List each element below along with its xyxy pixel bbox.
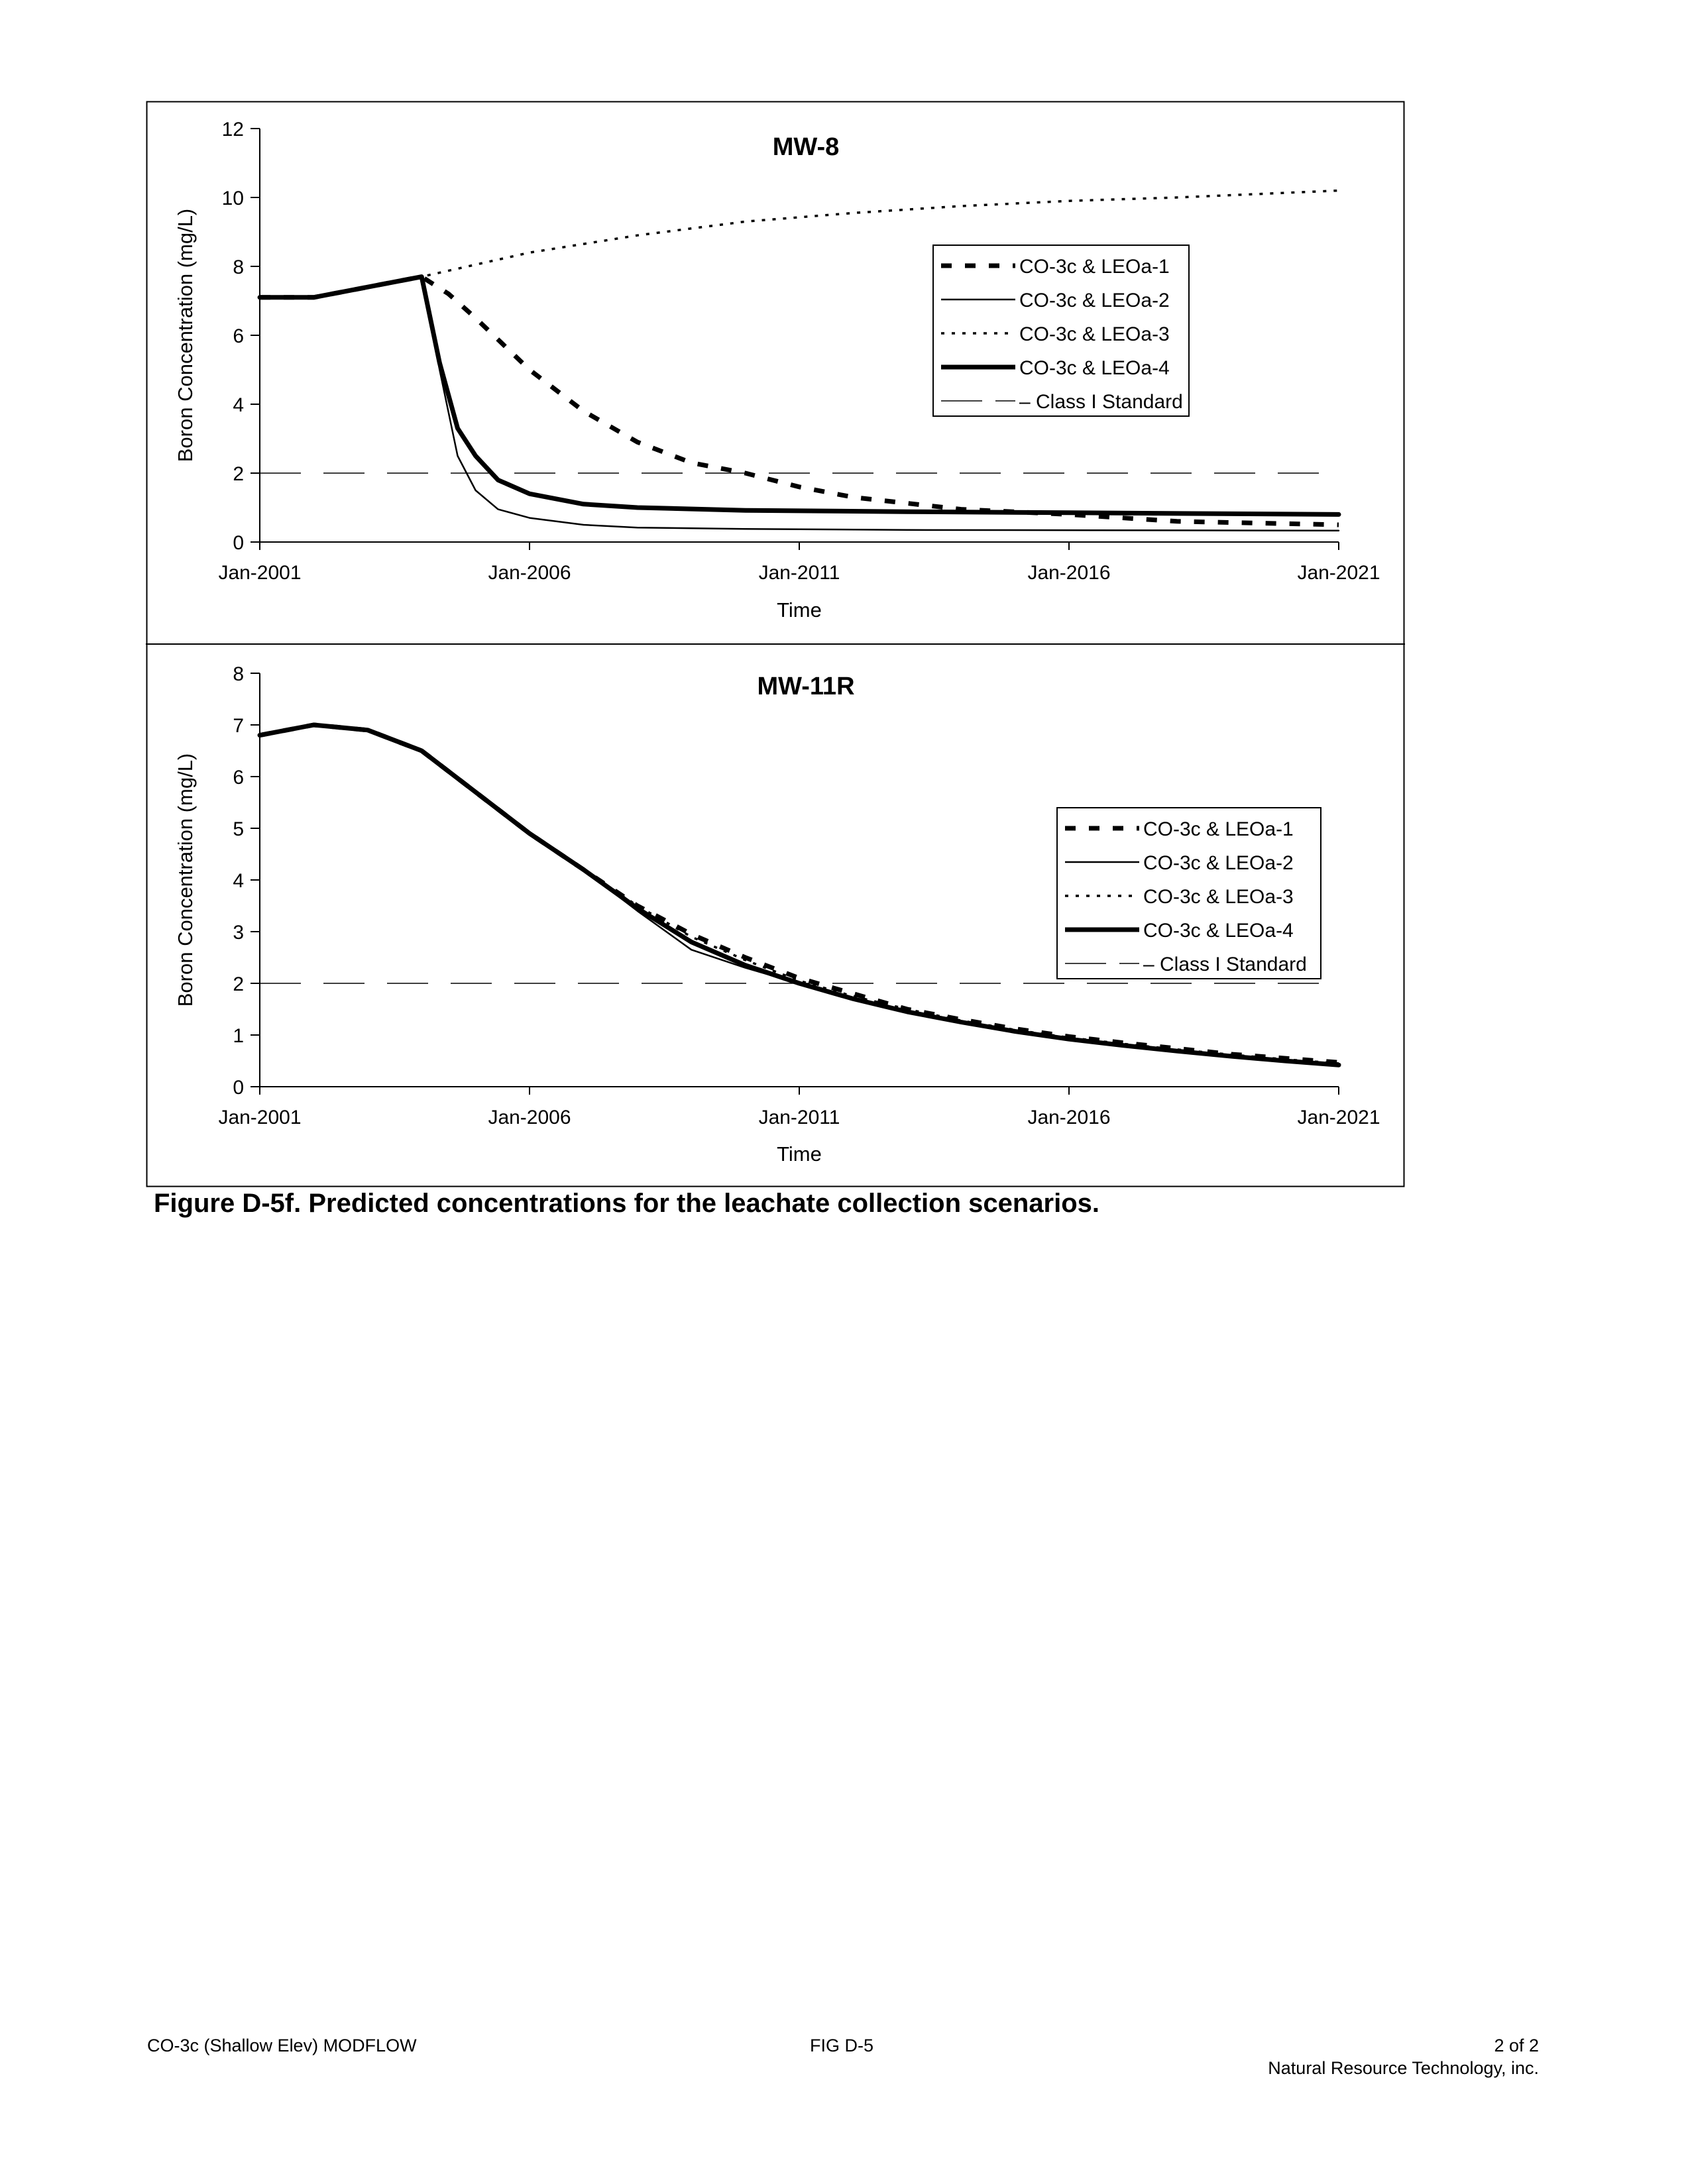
figure-caption: Figure D-5f. Predicted concentrations for the leachate collection scenarios. (154, 1189, 1100, 1218)
y-tick-label: 1 (233, 1025, 244, 1047)
y-tick-label: 2 (233, 973, 244, 995)
legend-entry-label: CO-3c & LEOa-1 (1143, 818, 1294, 840)
x-tick-label: Jan-2006 (488, 562, 571, 584)
legend-entry-label: – Class I Standard (1019, 391, 1183, 413)
charts-svg (146, 101, 1405, 1187)
legend-entry-label: CO-3c & LEOa-1 (1019, 256, 1170, 278)
x-tick-label: Jan-2016 (1027, 562, 1111, 584)
x-axis-label: Time (777, 1142, 822, 1166)
legend-entry-label: CO-3c & LEOa-2 (1019, 290, 1170, 311)
y-tick-label: 12 (221, 119, 244, 140)
x-tick-label: Jan-2021 (1297, 1107, 1380, 1128)
footer-figure-id: FIG D-5 (810, 2036, 874, 2055)
chart-title: MW-8 (772, 133, 840, 161)
y-tick-label: 5 (233, 818, 244, 840)
y-tick-label: 10 (221, 188, 244, 209)
x-tick-label: Jan-2001 (218, 1107, 302, 1128)
y-tick-label: 2 (233, 463, 244, 485)
legend-entry-label: CO-3c & LEOa-4 (1019, 357, 1170, 379)
footer-page-number: 2 of 2 (1494, 2036, 1539, 2055)
chart-panel-2 (174, 663, 1380, 1166)
y-tick-label: 3 (233, 922, 244, 944)
legend-entry-label: CO-3c & LEOa-4 (1143, 920, 1294, 942)
y-tick-label: 0 (233, 532, 244, 554)
y-tick-label: 7 (233, 715, 244, 737)
y-tick-label: 8 (233, 663, 244, 685)
chart-title: MW-11R (757, 673, 855, 700)
x-tick-label: Jan-2006 (488, 1107, 571, 1128)
y-tick-label: 6 (233, 325, 244, 347)
y-tick-label: 0 (233, 1077, 244, 1099)
y-axis-label: Boron Concentration (mg/L) (174, 753, 197, 1007)
x-tick-label: Jan-2011 (758, 562, 840, 584)
legend (933, 245, 1189, 416)
y-tick-label: 6 (233, 767, 244, 789)
y-tick-label: 4 (233, 870, 244, 892)
legend-entry-label: CO-3c & LEOa-3 (1019, 323, 1170, 345)
x-tick-label: Jan-2021 (1297, 562, 1380, 584)
x-tick-label: Jan-2011 (758, 1107, 840, 1128)
x-tick-label: Jan-2016 (1027, 1107, 1111, 1128)
legend-entry-label: CO-3c & LEOa-2 (1143, 852, 1294, 874)
y-axis-label: Boron Concentration (mg/L) (174, 208, 197, 463)
footer-document-name: CO-3c (Shallow Elev) MODFLOW (147, 2036, 417, 2055)
footer-company: Natural Resource Technology, inc. (1268, 2058, 1539, 2078)
legend (1057, 808, 1321, 979)
x-axis-label: Time (777, 598, 822, 622)
figure-frame (146, 101, 1405, 1187)
x-tick-label: Jan-2001 (218, 562, 302, 584)
y-tick-label: 4 (233, 394, 244, 416)
y-tick-label: 8 (233, 256, 244, 278)
legend-entry-label: – Class I Standard (1143, 954, 1307, 975)
chart-panel-1 (174, 119, 1380, 622)
legend-entry-label: CO-3c & LEOa-3 (1143, 886, 1294, 908)
